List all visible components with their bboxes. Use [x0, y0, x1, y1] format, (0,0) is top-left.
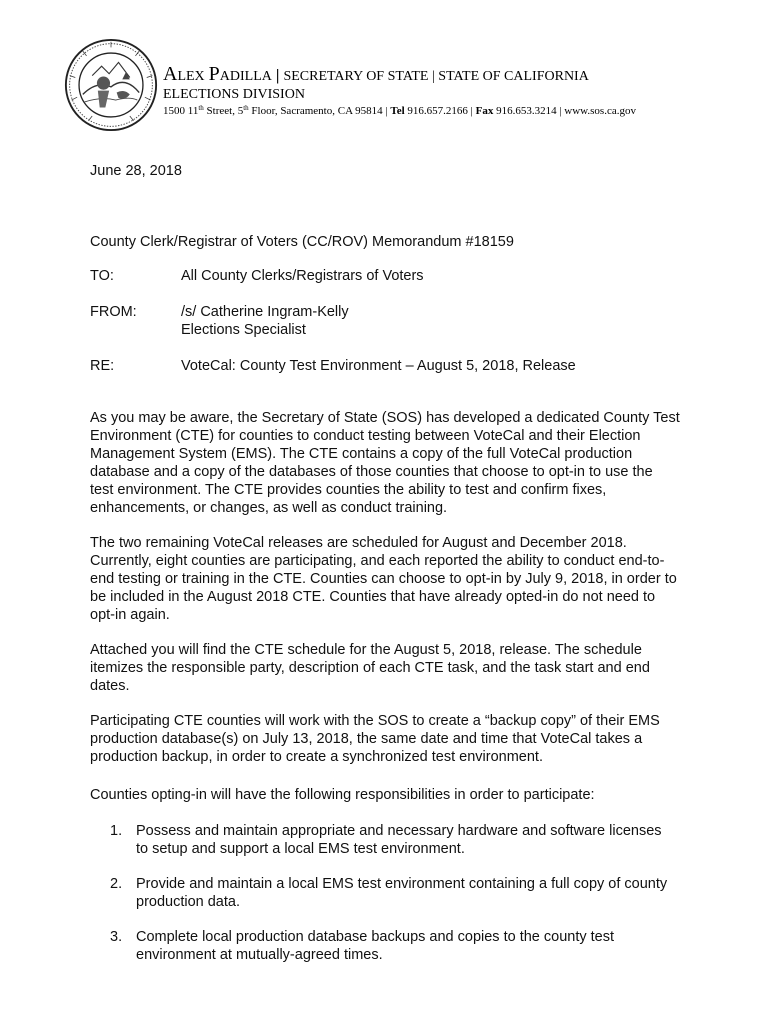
memo-title: County Clerk/Registrar of Voters (CC/ROV) Memorandum #18159	[90, 234, 514, 250]
letterhead-address: 1500 11th Street, 5th Floor, Sacramento, CA 95814 | Tel 916.657.2166 | Fax 916.653.3214 | www.sos.ca.gov	[163, 104, 636, 117]
from-label: FROM:	[90, 304, 137, 320]
responsibility-list	[110, 822, 670, 858]
responsibility-list-3	[110, 928, 670, 964]
paragraph-intro: As you may be aware, the Secretary of State (SOS) has developed a dedicated County Test Environment (CTE) for counties to conduct testing between VoteCal and their Election Management System (EMS). The CTE contains a copy of the full VoteCal production database and a copy of the databases of those counties that choose to opt-in to use the test environment. The CTE provides counties the ability to test and confirm fixes, enhancements, or changes, as well as conduct training.	[90, 410, 680, 516]
paragraph-releases: The two remaining VoteCal releases are scheduled for August and December 2018. Currently, eight counties are participating, and each reported the ability to conduct end-to-end testing or training in the CTE. Counties can choose to opt-in by July 9, 2018, in order to be included in the August 2018 CTE. Counties that have already opted-in do not need to opt-in again.	[90, 535, 677, 623]
re-value: VoteCal: County Test Environment – August 5, 2018, Release	[181, 358, 576, 374]
list-item: 2. Provide and maintain a local EMS test environment containing a full copy of county production data.	[110, 876, 668, 910]
to-label: TO:	[90, 268, 114, 284]
letterhead-text	[163, 65, 636, 118]
memo-date: June 28, 2018	[90, 163, 182, 179]
letterhead-name-title: ALEX PADILLA | SECRETARY OF STATE | STATE OF CALIFORNIA	[163, 63, 589, 85]
letterhead-division: ELECTIONS DIVISION	[163, 87, 305, 102]
state-seal-icon	[64, 38, 158, 132]
list-item: 1. Possess and maintain appropriate and necessary hardware and software licenses to setup and support a local EMS test environment.	[110, 823, 662, 857]
responsibility-list-2	[110, 875, 670, 911]
from-title: Elections Specialist	[181, 322, 306, 338]
re-label: RE:	[90, 358, 115, 374]
to-value: All County Clerks/Registrars of Voters	[181, 268, 424, 284]
paragraph-backup: Participating CTE counties will work with the SOS to create a “backup copy” of their EMS production database(s) on July 13, 2018, the same date and time that VoteCal takes a production backup, in order to create a synchronized test environment.	[90, 713, 660, 765]
letterhead-title: SECRETARY OF STATE | STATE OF CALIFORNIA	[283, 69, 589, 84]
from-name: /s/ Catherine Ingram-Kelly	[181, 304, 349, 320]
paragraph-responsibilities: Counties opting-in will have the following responsibilities in order to participate:	[90, 787, 595, 803]
paragraph-schedule: Attached you will find the CTE schedule for the August 5, 2018, release. The schedule itemizes the responsible party, description of each CTE task, and the task start and end dates.	[90, 642, 650, 694]
list-item: 3. Complete local production database backups and copies to the county test environment at mutually-agreed times.	[110, 929, 614, 963]
letterhead	[64, 38, 754, 133]
